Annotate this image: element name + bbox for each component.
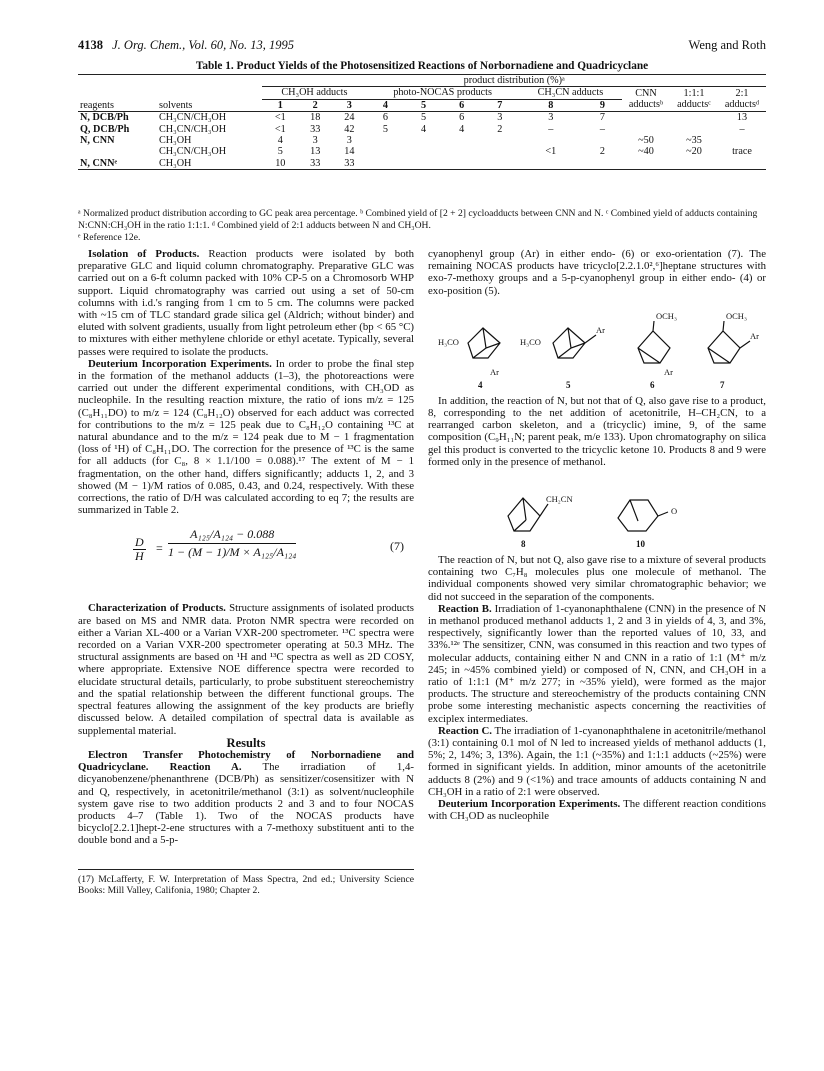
- value-cell: [718, 135, 766, 146]
- value-cell: 2: [599, 146, 605, 158]
- group-header: CH₃CN adducts: [519, 87, 622, 99]
- value-cell: 7: [599, 112, 605, 124]
- value-cell: [366, 135, 404, 146]
- footnote: (17) McLafferty, F. W. Interpretation of Mass Spectra, 2nd ed.; University Science Books: Mill Valley, Califonia, 1980; Chapter 2.: [78, 869, 414, 897]
- sub-header: 6: [459, 99, 465, 111]
- paragraph: Structure assignments of isolated products are based on MS and NMR data. Proton NMR spectra were recorded on either a Varian XL-400 or a Varian VXR-200 spectrometer. ¹³C spectra were recorded on a Varian VXR-200 spectrometer operating at 50.3 MHz. The structural assignments are based on ¹H and ¹³C spectra as well as 2D COSY, where appropriate. Extensive NOE difference spectra were recorded to elucidate structural details, particularly, to probe substituent stereochemistry and the spatial relationship between the different functional groups. The spectral features allowing the assignment of the key products are briefly discussed below. A detailed compilation of spectral data is available as supplemental material.: [78, 602, 414, 737]
- paragraph: Irradiation of 1-cyanonaphthalene (CNN) in the presence of N in methanol produced methanol adducts 1, 2 and 3 in yields of 4, 3, and 3%, respectively, significantly lower than the reported values of 10, 33, and 33%.¹²ᵉ The sensitizer, CNN, was consumed in this reaction and two types of molecular adducts, containing either N and CNN in a ratio of 1:1 (M⁺ m/z 245; in ~45% combined yield) or composed of N, CNN, and CH₃OH in a ratio of 1:1:1 (M⁺ m/z 277; in ~35% yield), were formed as the major products. The structure and stereochemistry of the products containing CNN probe some interesting mechanistic aspects concerning the reactivities of exciplex intermediates.: [428, 602, 766, 725]
- value-cell: 13: [310, 146, 321, 158]
- nitrile-ketone-structures: [428, 476, 766, 546]
- value-cell: 13: [736, 112, 748, 124]
- equation-number: (7): [390, 539, 404, 554]
- table-notes: [78, 208, 766, 243]
- distribution-header: product distribution (%)ᵃ: [262, 75, 766, 87]
- value-cell: 24: [344, 112, 355, 124]
- paragraph: In order to probe the final step in the formation of the methanol adducts (1–3), the photoreactions were carried out under the different experimental conditions, with CH₃OD as nucleophile. In the resulting reaction mixture, the ratio of ions m/z = 125 (C₈H₁₁DO) to m/z = 124 (C₈H₁₂O) observed for each adduct was corrected for contributions to the m/z = 125 peak due to C₈H₁₂O containing ¹³C at natural abundance and to the m/z = 124 peak due to M − 1 fragmentation (loss of ¹H) of C₈H₁₁DO. The correction for the presence of ¹³C is the same for all adducts (for C₈, 8 × 1.1/100 = 0.088).¹⁷ The extent of M − 1 fragmentation, on the other hand, differs significantly; adducts 1, 2, and 3 showed (M − 1)/M ratios of 0.085, 0.43, and 0.24, respectively. With these corrections, the ratio of D/H was calculated according to eq 7; the results are summarized in Table 2.: [78, 357, 414, 517]
- structure-6: [638, 321, 670, 363]
- value-cell: [670, 112, 718, 124]
- solvent-cell: CH₃CN/CH₃OH: [158, 146, 227, 158]
- value-cell: [481, 158, 519, 170]
- table-caption: Table 1. Product Yields of the Photosensitized Reactions of Norbornadiene and Quadricyclane: [195, 60, 649, 72]
- table-body: [78, 112, 766, 170]
- value-cell: ~20: [686, 146, 702, 158]
- structure-label: 5: [566, 379, 571, 390]
- value-cell: 6: [459, 112, 465, 124]
- paragraph: Reaction products were isolated by both preparative GLC and liquid column chromatography. Preparative GLC was carried out on a 6-ft column packed with 10% CP-5 on a Chromosorb WHP support. Liquid chromatography was carried out using a set of 50-cm columns with i.d.'s ranging from 1 cm to 5 cm. The columns were packed with ~15 cm of TLC standard grade silica gel (Aldrich; without binder) and eluted with solvent gradients, usually from light petroleum ether (bp < 65 °C) to mixtures with either methylene chloride or ethyl acetate. Typically, several passes were required to isolate the products.: [78, 248, 414, 358]
- value-cell: [519, 135, 583, 146]
- value-cell: [481, 135, 519, 146]
- value-cell: 6: [382, 112, 388, 124]
- sub-header: 1: [277, 99, 283, 111]
- value-cell: [622, 124, 670, 135]
- section-heading: Reaction B.: [438, 602, 492, 615]
- section-heading: Isolation of Products.: [88, 248, 200, 260]
- section-heading: Characterization of Products.: [88, 602, 226, 615]
- structure-label: 8: [521, 539, 526, 550]
- value-cell: 2: [497, 123, 503, 135]
- paragraph: In addition, the reaction of N, but not that of Q, also gave rise to a product, 8, corresponding to the net addition of acetonitrile, H–CH₂CN, to a rearranged carbon skeleton, and a (tricyclic) imine, 9, of the same composition (C₉H₁₁N; parent peak, m/e 133). Upon chromatography on silica gel this product is converted to the tricyclic ketone 10. Products 8 and 9 were formed only in the presence of methanol.: [428, 394, 766, 468]
- value-cell: [519, 158, 583, 170]
- substituent-label: Ar: [664, 366, 673, 377]
- structure-10: [618, 500, 668, 531]
- solvent-cell: CH₃OH: [158, 135, 192, 147]
- group-header: photo-NOCAS products: [366, 87, 518, 99]
- solvent-cell: CH₃CN/CH₃OH: [158, 112, 227, 124]
- value-cell: [583, 158, 622, 170]
- value-cell: 5: [421, 112, 427, 124]
- table-row: [78, 124, 766, 135]
- value-cell: –: [548, 123, 554, 135]
- value-cell: 4: [459, 123, 465, 135]
- value-cell: [443, 146, 481, 157]
- section-heading: Deuterium Incorporation Experiments.: [438, 798, 621, 811]
- page-number: 4138: [78, 38, 103, 52]
- substituent-label: CH₂CN: [546, 494, 573, 505]
- journal-citation: J. Org. Chem., Vol. 60, No. 13, 1995: [112, 38, 294, 52]
- solvent-cell: CH₃CN/CH₃OH: [158, 123, 227, 135]
- value-cell: [622, 158, 670, 170]
- equation-lhs: D H: [135, 535, 144, 563]
- value-cell: [366, 158, 404, 170]
- reagent-cell: Q, DCB/Ph: [80, 123, 130, 135]
- value-cell: 42: [344, 123, 355, 135]
- running-authors: Weng and Roth: [688, 38, 766, 52]
- table-row: [78, 146, 766, 157]
- value-cell: 33: [310, 157, 321, 169]
- structures-8-10: [428, 476, 766, 550]
- table-note: ᵉ Reference 12e.: [78, 231, 141, 243]
- substituent-label: H₃CO: [520, 336, 541, 347]
- value-cell: 3: [548, 112, 554, 124]
- paragraph: cyanophenyl group (Ar) in either endo- (6) or exo-orientation (7). The remaining NOCAS products have tricyclo[2.2.1.0²,⁶]heptane structures with exo-7-methoxy groups and a 5-p-cyanophenyl group in either endo- (4) or exo-position (5).: [428, 248, 766, 297]
- paragraph: The different reaction conditions with CH₃OD as nucleophile: [428, 798, 766, 823]
- group-header: CNN adductsᵇ: [628, 87, 664, 111]
- value-cell: [481, 146, 519, 157]
- table-note: ᵃ Normalized product distribution according to GC peak area percentage. ᵇ Combined yield of [2 + 2] cycloadducts between CNN and N. ᶜ Combined yield of adducts containing N:CNN:CH₃OH in the ratio 1:1:1. ᵈ Combined yield of 2:1 adducts between N and CH₃OH.: [78, 208, 758, 231]
- structure-label: 6: [650, 379, 655, 390]
- value-cell: 3: [312, 135, 318, 147]
- value-cell: trace: [732, 146, 752, 158]
- sub-header: 3: [346, 99, 352, 111]
- value-cell: [622, 112, 670, 124]
- value-cell: –: [599, 123, 605, 135]
- substituent-label: O: [671, 506, 678, 517]
- section-heading: Reaction C.: [438, 724, 492, 737]
- reagent-cell: N, CNNᵉ: [80, 157, 118, 169]
- structure-label: 10: [636, 539, 645, 550]
- product-yields-table: [78, 74, 766, 170]
- structure-8: [508, 498, 548, 531]
- solvent-cell: CH₃OH: [158, 157, 192, 169]
- value-cell: <1: [274, 123, 286, 135]
- value-cell: [405, 135, 443, 146]
- solvents-header: solvents: [158, 99, 193, 111]
- substituent-label: OCH₃: [656, 310, 677, 321]
- value-cell: [405, 146, 443, 157]
- group-header: 1:1:1 adductsᶜ: [677, 87, 711, 111]
- value-cell: [405, 158, 443, 170]
- structure-5: [553, 328, 596, 358]
- substituent-label: H₃CO: [438, 336, 459, 347]
- value-cell: ~40: [638, 146, 654, 158]
- reagent-cell: N, CNN: [80, 135, 115, 147]
- structures-4-7: [428, 303, 766, 390]
- substituent-label: OCH₃: [726, 310, 747, 321]
- value-cell: 33: [310, 123, 321, 135]
- value-cell: [718, 158, 766, 170]
- value-cell: 5: [382, 123, 388, 135]
- substituent-label: Ar: [750, 330, 759, 341]
- value-cell: ~50: [638, 135, 654, 147]
- value-cell: ~35: [686, 135, 702, 147]
- value-cell: [670, 158, 718, 170]
- value-cell: –: [739, 123, 745, 135]
- structure-label: 7: [720, 379, 725, 390]
- value-cell: [443, 158, 481, 170]
- table-row: [78, 112, 766, 124]
- right-column: [428, 248, 766, 823]
- reagent-cell: N, DCB/Ph: [80, 112, 129, 124]
- group-header: CH₃OH adducts: [262, 87, 366, 99]
- sub-header: 4: [382, 99, 388, 111]
- page-header: [78, 38, 766, 56]
- value-cell: [443, 135, 481, 146]
- sub-header: 8: [548, 99, 554, 111]
- value-cell: [366, 146, 404, 157]
- value-cell: 5: [277, 146, 283, 158]
- table-row: [78, 135, 766, 146]
- group-header: 2:1 adductsᵈ: [724, 87, 760, 111]
- substituent-label: Ar: [490, 366, 499, 377]
- section-heading: Deuterium Incorporation Experiments.: [88, 357, 272, 370]
- reagent-cell: [78, 146, 157, 157]
- structure-4: [468, 328, 500, 358]
- nocas-structures: [428, 303, 766, 383]
- value-cell: 14: [344, 146, 355, 158]
- table-row: [78, 158, 766, 170]
- paragraph: The irradiation of 1,4-dicyanobenzene/phenanthrene (DCB/Ph) as sensitizer/cosensitizer with N and Q, respectively, in acetonitrile/methanol (3:1) as solvent/nucleophile system gave rise to two addition products 2 and 3 and to four NOCAS products 4–7 (Table 1). Two of the NOCAS products have bicyclo[2.2.1]hept-2-ene structures with a 7-methoxy substituent anti to the double bond and a 5-p-: [78, 761, 414, 847]
- left-column: [78, 248, 414, 897]
- value-cell: 4: [421, 123, 427, 135]
- sub-header: 9: [599, 99, 605, 111]
- section-heading: Electron Transfer Photochemistry of Norbornadiene and Quadricyclane. Reaction A.: [78, 748, 414, 774]
- value-cell: 3: [346, 135, 352, 147]
- value-cell: 4: [277, 135, 283, 147]
- results-heading: Results: [226, 735, 266, 750]
- sub-header: 2: [312, 99, 318, 111]
- structure-7: [708, 321, 750, 363]
- value-cell: 3: [497, 112, 503, 124]
- value-cell: [583, 135, 622, 146]
- value-cell: 33: [344, 157, 355, 169]
- value-cell: [670, 124, 718, 135]
- substituent-label: Ar: [596, 324, 605, 335]
- value-cell: 18: [310, 112, 321, 124]
- paragraph: The irradiation of 1-cyanonaphthalene in acetonitrile/methanol (3:1) containing 0.1 mol of N led to increased yields of methanol adducts (1, 5%; 2, 14%; 3, 13%). Again, the 1:1 (~35%) and 1:1:1 adducts (~25%) were formed in significant yields. In addition, minor amounts of the acetonitrile adducts 8 (2%) and 9 (<1%) and trace amounts of adducts containing N and CH₃OH in a ratio of 2:1 were observed.: [428, 724, 766, 798]
- structure-label: 4: [478, 379, 483, 390]
- value-cell: <1: [545, 146, 557, 158]
- sub-header: 5: [421, 99, 427, 111]
- value-cell: 10: [275, 157, 286, 169]
- sub-header: 7: [497, 99, 503, 111]
- reagents-header: reagents: [80, 99, 114, 111]
- equation-fraction: $\frac{\text{A₁₂₅/A₁₂₄ − 0.088}}{\text{1 − (M − 1)/M × A₁₂₅/A₁₂₄}}$: [168, 527, 297, 559]
- value-cell: <1: [274, 112, 286, 124]
- equation-7: D H = $\frac{\text{A₁₂₅/A₁₂₄ − 0.088}}{\text{1 − (M − 1)/M × A₁₂₅/A₁₂₄}}$ (7): [135, 527, 404, 563]
- paragraph: The reaction of N, but not Q, also gave rise to a mixture of several products containing two C₇H₈ molecules plus one molecule of methanol. The individual components showed very similar chromatographic behavior; we did not succeed in the separation of the components.: [428, 554, 766, 603]
